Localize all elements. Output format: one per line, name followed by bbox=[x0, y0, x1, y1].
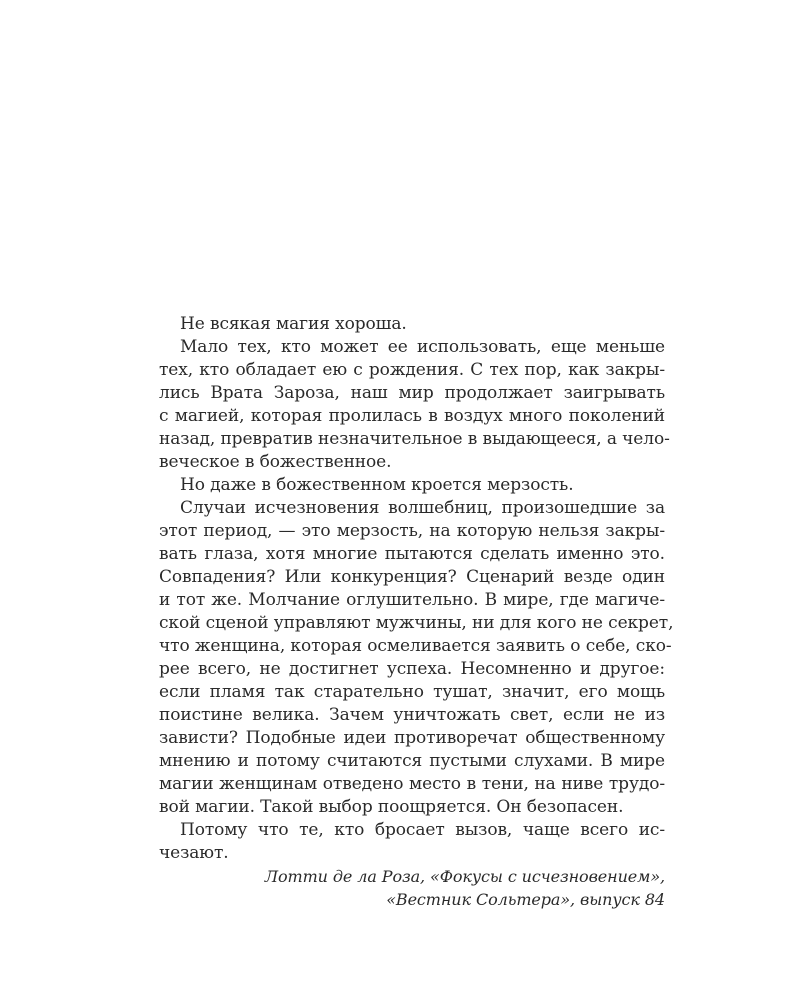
epigraph-line: назад, превратив незначительное в выдающееся, а чело- bbox=[159, 429, 670, 449]
epigraph-line: магии женщинам отведено место в тени, на ниве трудо- bbox=[159, 774, 665, 794]
epigraph-line: ской сценой управляют мужчины, ни для кого не секрет, bbox=[159, 613, 674, 633]
attribution-source-line: «Вестник Сольтера», выпуск 84 bbox=[386, 890, 665, 909]
epigraph-line: Совпадения? Или конкуренция? Сценарий везде один bbox=[159, 567, 665, 587]
epigraph-line: лись Врата Зароза, наш мир продолжает заигрывать bbox=[159, 383, 665, 403]
epigraph-line: Потому что те, кто бросает вызов, чаще всего ис- bbox=[180, 820, 665, 840]
epigraph-line: мнению и потому считаются пустыми слухами. В мире bbox=[159, 751, 665, 771]
epigraph-line: Не всякая магия хороша. bbox=[180, 314, 407, 334]
epigraph-line: поистине велика. Зачем уничтожать свет, если не из bbox=[159, 705, 665, 725]
epigraph-line: Случаи исчезновения волшебниц, произошедшие за bbox=[180, 498, 665, 518]
epigraph-line: зависти? Подобные идеи противоречат общественному bbox=[159, 728, 665, 748]
epigraph-line: Но даже в божественном кроется мерзость. bbox=[180, 475, 574, 495]
attribution-author-line: Лотти де ла Роза, «Фокусы с исчезновением», bbox=[264, 867, 665, 886]
epigraph-line: что женщина, которая осмеливается заявить о себе, ско- bbox=[159, 636, 672, 656]
epigraph-line: этот период, — это мерзость, на которую нельзя закры- bbox=[159, 521, 665, 541]
epigraph-line: Мало тех, кто может ее использовать, еще меньше bbox=[180, 337, 665, 357]
epigraph-line: с магией, которая пролилась в воздух много поколений bbox=[159, 406, 665, 426]
epigraph-line: чезают. bbox=[159, 843, 229, 863]
epigraph-line: вать глаза, хотя многие пытаются сделать именно это. bbox=[159, 544, 665, 564]
epigraph-line: тех, кто обладает ею с рождения. С тех пор, как закры- bbox=[159, 360, 665, 380]
epigraph-line: веческое в божественное. bbox=[159, 452, 392, 472]
epigraph-line: вой магии. Такой выбор поощряется. Он безопасен. bbox=[159, 797, 624, 817]
epigraph-line: рее всего, не достигнет успеха. Несомненно и другое: bbox=[159, 659, 665, 679]
epigraph-line: если пламя так старательно тушат, значит, его мощь bbox=[159, 682, 665, 702]
epigraph-line: и тот же. Молчание оглушительно. В мире, где магиче- bbox=[159, 590, 665, 610]
